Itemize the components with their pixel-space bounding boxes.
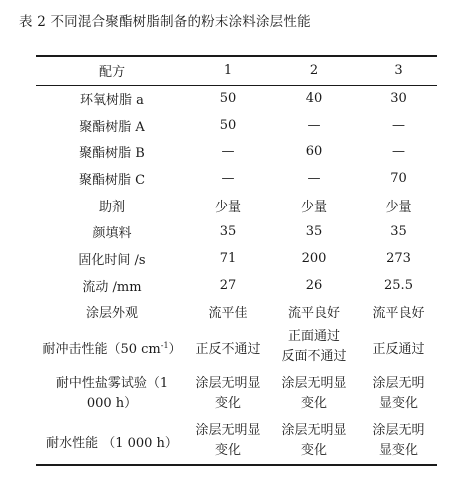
- row-label: 颜填料: [92, 226, 132, 242]
- table-row: [36, 272, 437, 299]
- table-cell: 70: [390, 170, 407, 186]
- table-cell: 少量: [300, 199, 327, 215]
- impact-label-end: ）: [168, 341, 182, 357]
- row-label: [36, 369, 188, 419]
- table-cell: [188, 419, 268, 463]
- row-label: 固化时间 /s: [78, 252, 146, 268]
- cell-line: 涂层无明: [372, 376, 425, 392]
- table-cell: 25.5: [384, 277, 413, 293]
- table-cell: 71: [219, 250, 237, 266]
- table-row: [36, 165, 437, 192]
- table-cell: [268, 419, 360, 463]
- table-cell: 35: [219, 224, 237, 240]
- table-row: [36, 192, 437, 219]
- impact-label: 耐冲击性能（50 cm: [42, 341, 161, 357]
- table-row: [36, 369, 437, 419]
- row-label: 流动 /mm: [82, 279, 142, 295]
- table-row: [36, 112, 437, 139]
- impact-unit-exponent: -1: [160, 340, 169, 350]
- table-cell: 60: [305, 144, 323, 160]
- properties-table: [36, 56, 437, 463]
- table-cell: [360, 369, 437, 419]
- table-row: [36, 85, 437, 112]
- cell-line: 涂层无明显: [281, 376, 347, 392]
- table-cell: —: [392, 144, 405, 160]
- table-cell: 流平良好: [287, 306, 340, 322]
- cell-line: 变化: [214, 396, 241, 412]
- table-row: [36, 138, 437, 165]
- table-row: [36, 299, 437, 326]
- cell-line: 涂层无明显: [195, 423, 261, 439]
- table-cell: 正反不通过: [195, 341, 261, 357]
- cell-line: 涂层无明显: [281, 423, 347, 439]
- table-row: [36, 325, 437, 369]
- table-row: [36, 218, 437, 245]
- row-label: 聚酯树脂 A: [79, 119, 145, 135]
- cell-line: 变化: [300, 443, 327, 459]
- column-header: 1: [223, 63, 233, 78]
- cell-line: 显变化: [378, 443, 418, 459]
- table-cell: —: [221, 144, 235, 160]
- header-row: [36, 56, 437, 85]
- table-cell: [360, 419, 437, 463]
- cell-line: 涂层无明: [372, 423, 425, 439]
- table-cell: [268, 325, 360, 369]
- row-label: 环氧树脂 a: [80, 92, 144, 108]
- cell-line: 正面通过: [287, 329, 340, 345]
- cell-line: 显变化: [378, 396, 418, 412]
- table-cell: —: [307, 170, 321, 186]
- table-cell: 50: [219, 90, 237, 106]
- table-cell: 50: [219, 117, 237, 133]
- table-cell: 流平佳: [208, 306, 248, 322]
- table-row: [36, 245, 437, 272]
- table-cell: 流平良好: [372, 306, 425, 322]
- table-cell: —: [307, 117, 321, 133]
- table-cell: 少量: [214, 199, 241, 215]
- table-cell: 少量: [385, 199, 412, 215]
- table-cell: —: [221, 170, 235, 186]
- column-header: 3: [394, 63, 403, 78]
- row-label: 涂层外观: [85, 306, 138, 322]
- cell-line: 涂层无明显: [195, 376, 261, 392]
- cell-line: 变化: [300, 396, 327, 412]
- table-cell: 27: [219, 277, 237, 293]
- table-caption: 表 2 不同混合聚酯树脂制备的粉末涂料涂层性能: [19, 14, 311, 30]
- table-cell: [188, 369, 268, 419]
- table-cell: 35: [390, 224, 407, 240]
- row-label: 聚酯树脂 C: [78, 172, 146, 188]
- row-label: 助剂: [98, 199, 125, 215]
- column-header: 配方: [98, 65, 125, 80]
- column-header: 2: [309, 63, 319, 78]
- table-row: [36, 419, 437, 463]
- table-cell: 30: [390, 90, 407, 106]
- table-cell: 26: [305, 277, 323, 293]
- table-cell: 正反通过: [372, 341, 425, 357]
- table-cell: 200: [301, 250, 327, 266]
- bottom-rule: [36, 464, 437, 466]
- table-cell: [268, 369, 360, 419]
- cell-line: 反面不通过: [281, 349, 347, 365]
- row-label: 聚酯树脂 B: [79, 146, 145, 162]
- table-cell: 35: [305, 224, 323, 240]
- row-label: 耐水性能 （1 000 h）: [46, 435, 178, 451]
- table-cell: 273: [386, 250, 411, 266]
- table-cell: —: [392, 117, 405, 133]
- cell-line: 耐中性盐雾试验（1: [55, 376, 169, 392]
- cell-line: 变化: [214, 443, 241, 459]
- row-label: [36, 325, 188, 369]
- table-cell: 40: [305, 90, 323, 106]
- cell-line: 000 h）: [86, 396, 138, 412]
